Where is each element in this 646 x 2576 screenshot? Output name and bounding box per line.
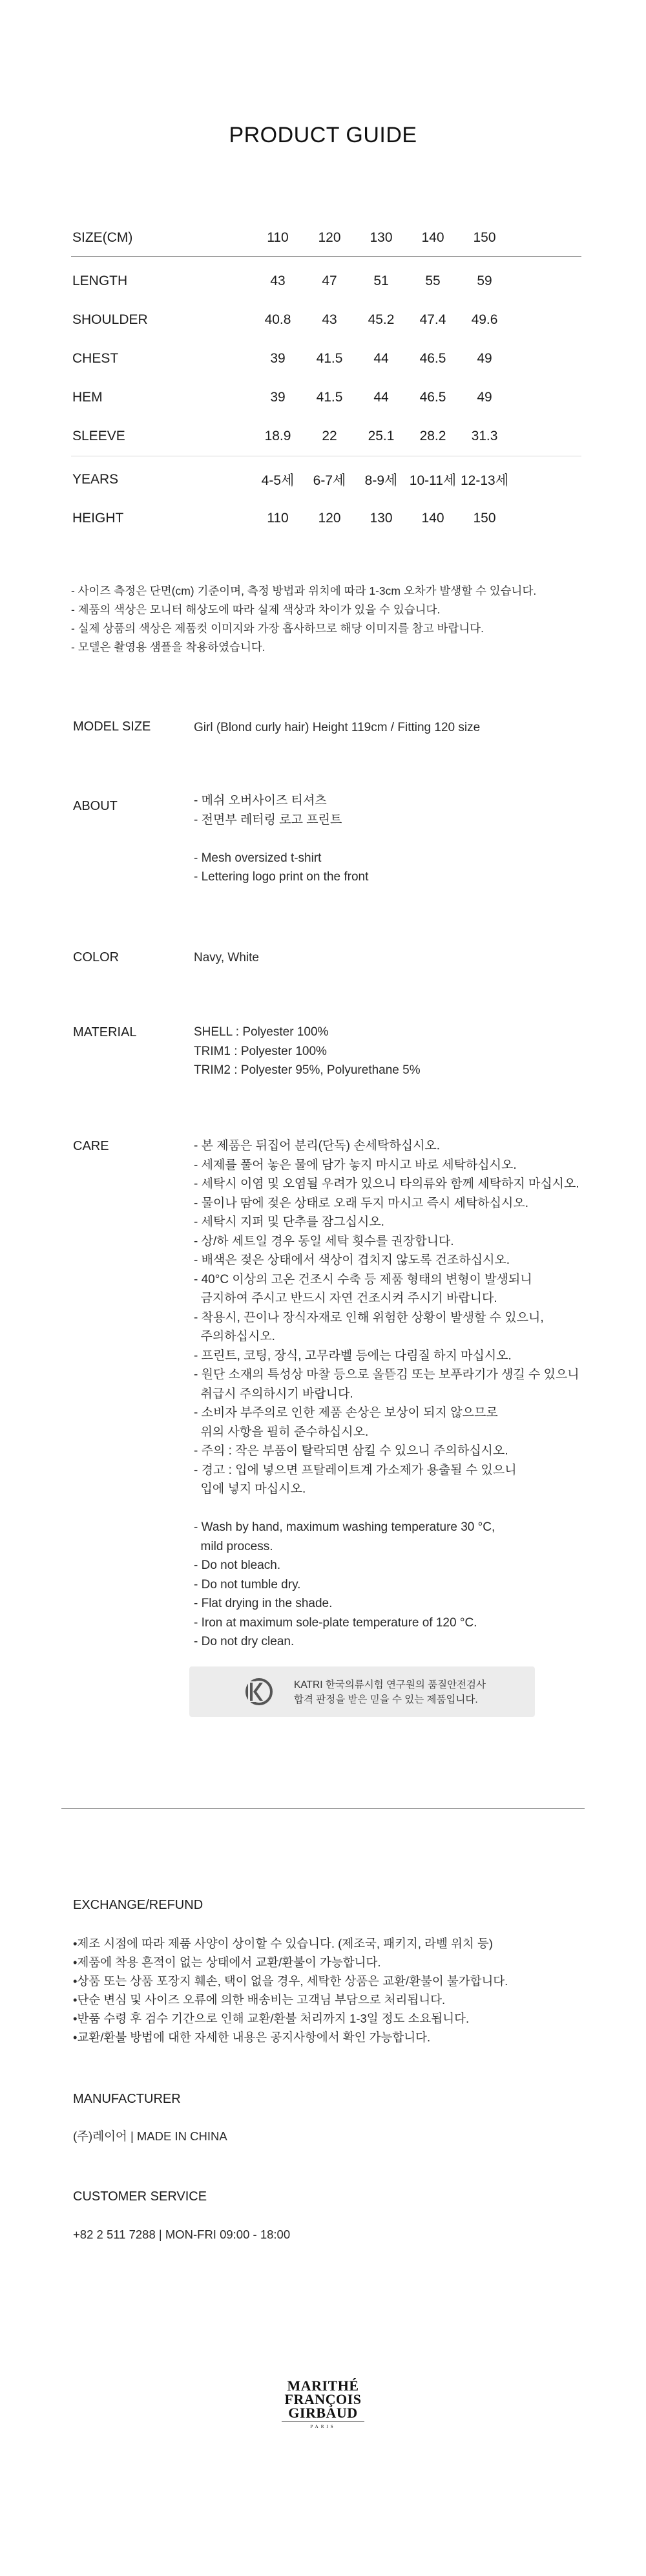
- text-line: - 소비자 부주의로 인한 제품 손상은 보상이 되지 않으므로: [194, 1406, 498, 1420]
- size-notes: [71, 582, 536, 657]
- table-row: [71, 378, 581, 417]
- table-cell: 41.5: [316, 351, 343, 366]
- text-line: •교환/환불 방법에 대한 자세한 내용은 공지사항에서 확인 가능합니다.: [73, 2030, 431, 2044]
- table-cell: 18.9: [264, 429, 291, 443]
- text-line: [194, 1499, 579, 1518]
- about-body: [194, 791, 368, 887]
- table-cell: 120: [318, 511, 341, 526]
- table-cell: 46.5: [419, 351, 446, 366]
- table-cell: 25.1: [368, 429, 395, 443]
- text-line: - 원단 소재의 특성상 마찰 등으로 올뜯김 또는 보푸라기가 생길 수 있으니: [194, 1368, 579, 1381]
- text-line: 위의 사항을 필히 준수하십시오.: [194, 1425, 369, 1439]
- table-cell: 46.5: [419, 390, 446, 405]
- customer-service-value: +82 2 511 7288 | MON-FRI 09:00 - 18:00: [73, 2228, 291, 2241]
- size-table: [71, 220, 581, 538]
- model-size-body: [194, 718, 480, 738]
- text-line: 주의하십시오.: [194, 1330, 275, 1343]
- text-line: •반품 수령 후 검수 기간으로 인해 교환/환불 처리까지 1-3일 정도 소요됩니다.: [73, 2012, 470, 2025]
- table-cell: 47.4: [419, 312, 446, 327]
- text-line: - Iron at maximum sole-plate temperature of 120 °C.: [194, 1615, 477, 1630]
- text-line: TRIM2 : Polyester 95%, Polyurethane 5%: [194, 1063, 421, 1077]
- certification-text: [294, 1677, 486, 1707]
- text-line: - 배색은 젖은 상태에서 색상이 겹치지 않도록 건조하십시오.: [194, 1253, 510, 1267]
- table-cell: 4-5세: [261, 473, 295, 488]
- manufacturer-value: (주)레이어 | MADE IN CHINA: [73, 2129, 227, 2143]
- table-cell: 59: [477, 273, 492, 288]
- color-body: [194, 948, 259, 968]
- text-line: - Wash by hand, maximum washing temperature 30 °C,: [194, 1520, 495, 1534]
- text-line: KATRI 한국의류시험 연구원의 품질안전검사: [294, 1679, 486, 1690]
- table-cell: 110: [267, 230, 289, 245]
- table-cell: 55: [425, 273, 441, 288]
- note-line: - 제품의 색상은 모니터 해상도에 따라 실제 색상과 차이가 있을 수 있습니다.: [71, 603, 441, 616]
- text-line: - 세탁시 이염 및 오염될 우려가 있으니 타의류와 함께 세탁하지 마십시오.: [194, 1177, 579, 1191]
- about-label: ABOUT: [73, 799, 118, 813]
- note-line: - 사이즈 측정은 단면(cm) 기준이며, 측정 방법과 위치에 따라 1-3cm 오차가 발생할 수 있습니다.: [71, 584, 537, 597]
- row-label: CHEST: [72, 351, 119, 366]
- material-label: MATERIAL: [73, 1025, 137, 1039]
- table-cell: 130: [370, 230, 393, 245]
- table-cell: 10-11세: [409, 473, 457, 488]
- table-cell: 140: [421, 230, 444, 245]
- table-cell: 44: [373, 390, 389, 405]
- table-cell: 130: [370, 511, 393, 526]
- text-line: - 전면부 레터링 로고 프린트: [194, 813, 342, 827]
- table-cell: 40.8: [264, 312, 291, 327]
- text-line: - 착용시, 끈이나 장식자재로 인해 위험한 상황이 발생할 수 있으니,: [194, 1310, 544, 1325]
- text-line: •제조 시점에 따라 제품 사양이 상이할 수 있습니다. (제조국, 패키지, 라벨 위치 등): [73, 1937, 493, 1950]
- text-line: 합격 판정을 받은 믿을 수 있는 제품입니다.: [294, 1694, 478, 1705]
- text-line: •제품에 착용 흔적이 없는 상태에서 교환/환불이 가능합니다.: [73, 1955, 381, 1969]
- table-cell: 45.2: [368, 312, 395, 327]
- table-row: [71, 417, 581, 456]
- text-line: •상품 또는 상품 포장지 훼손, 택이 없을 경우, 세탁한 상품은 교환/환불이 불가합니다.: [73, 1974, 508, 1988]
- row-label: HEIGHT: [72, 511, 124, 526]
- brand-line: GIRBAUD: [288, 2405, 358, 2421]
- brand-line: FRANÇOIS: [284, 2391, 362, 2407]
- text-line: 금지하여 주시고 반드시 자연 건조시켜 주시기 바랍니다.: [194, 1292, 497, 1305]
- text-line: - 세제를 풀어 놓은 물에 담가 놓지 마시고 바로 세탁하십시오.: [194, 1158, 517, 1172]
- table-cell: 51: [373, 273, 389, 288]
- table-cell: 12-13세: [461, 473, 508, 488]
- text-line: - 세탁시 지퍼 및 단추를 잠그십시오.: [194, 1215, 384, 1229]
- brand-line: MARITHÉ: [287, 2378, 359, 2394]
- text-line: •단순 변심 및 사이즈 오류에 의한 배송비는 고객님 부담으로 처리됩니다.: [73, 1993, 446, 2007]
- table-cell: 22: [322, 429, 337, 443]
- manufacturer-label: MANUFACTURER: [73, 2092, 181, 2106]
- model-size-label: MODEL SIZE: [73, 719, 151, 734]
- table-row-years: [71, 460, 581, 499]
- text-line: - Lettering logo print on the front: [194, 870, 369, 884]
- text-line: - Do not bleach.: [194, 1559, 281, 1572]
- text-line: SHELL : Polyester 100%: [194, 1025, 329, 1039]
- row-label: SIZE(CM): [72, 230, 133, 245]
- row-label: SLEEVE: [72, 429, 125, 443]
- page-title: PRODUCT GUIDE: [229, 123, 417, 147]
- exchange-refund-label: EXCHANGE/REFUND: [73, 1898, 203, 1912]
- row-label: SHOULDER: [72, 312, 148, 327]
- text-line: - 메쉬 오버사이즈 티셔츠: [194, 794, 327, 807]
- table-row: [71, 262, 581, 301]
- table-cell: 49: [477, 390, 492, 405]
- table-cell: 110: [267, 511, 289, 526]
- row-label: LENGTH: [72, 273, 128, 288]
- table-cell: 120: [318, 230, 341, 245]
- text-line: 취급시 주의하시기 바랍니다.: [194, 1387, 353, 1401]
- text-line: - Mesh oversized t-shirt: [194, 851, 322, 865]
- text-line: [194, 829, 368, 849]
- brand-subtitle: PARIS: [310, 2424, 336, 2429]
- table-cell: 140: [421, 511, 444, 526]
- brand-logo: [275, 2379, 371, 2437]
- table-cell: 49.6: [471, 312, 498, 327]
- text-line: Navy, White: [194, 951, 260, 964]
- table-row: [71, 339, 581, 378]
- table-cell: 150: [473, 511, 496, 526]
- table-row: [71, 301, 581, 339]
- text-line: - 주의 : 작은 부품이 탈락되면 삼킬 수 있으니 주의하십시오.: [194, 1444, 508, 1458]
- text-line: TRIM1 : Polyester 100%: [194, 1044, 327, 1058]
- table-row-height: [71, 499, 581, 538]
- text-line: - Flat drying in the shade.: [194, 1597, 333, 1610]
- text-line: - Do not tumble dry.: [194, 1577, 301, 1591]
- table-header-row: [71, 220, 581, 257]
- table-cell: 47: [322, 273, 337, 288]
- row-label: HEM: [72, 390, 103, 405]
- care-label: CARE: [73, 1139, 109, 1153]
- table-cell: 43: [270, 273, 286, 288]
- text-line: mild process.: [194, 1539, 273, 1553]
- table-cell: 8-9세: [364, 473, 398, 488]
- care-body: [194, 1136, 579, 1652]
- kc-mark-icon: [244, 1676, 274, 1707]
- table-cell: 6-7세: [313, 473, 346, 488]
- table-cell: 150: [473, 230, 496, 245]
- text-line: Girl (Blond curly hair) Height 119cm / Fitting 120 size: [194, 721, 481, 734]
- row-label: YEARS: [72, 472, 119, 487]
- table-cell: 41.5: [316, 390, 343, 405]
- table-cell: 39: [270, 390, 286, 405]
- text-line: - 본 제품은 뒤집어 분리(단독) 손세탁하십시오.: [194, 1139, 441, 1153]
- table-cell: 44: [373, 351, 389, 366]
- text-line: - Do not dry clean.: [194, 1635, 295, 1648]
- text-line: - 경고 : 입에 넣으면 프탈레이트계 가소제가 용출될 수 있으니: [194, 1463, 517, 1477]
- material-body: [194, 1023, 421, 1080]
- table-cell: 28.2: [419, 429, 446, 443]
- table-cell: 39: [270, 351, 286, 366]
- section-divider: [61, 1808, 585, 1809]
- note-line: - 실제 상품의 색상은 제품컷 이미지와 가장 흡사하므로 해당 이미지를 참고 바랍니다.: [71, 622, 484, 635]
- table-cell: 43: [322, 312, 337, 327]
- color-label: COLOR: [73, 950, 120, 964]
- certification-box: [189, 1666, 535, 1717]
- note-line: - 모델은 촬영용 샘플을 착용하였습니다.: [71, 641, 266, 654]
- table-cell: 31.3: [471, 429, 498, 443]
- text-line: 입에 넣지 마십시오.: [194, 1482, 306, 1496]
- text-line: - 물이나 땀에 젖은 상태로 오래 두지 마시고 즉시 세탁하십시오.: [194, 1196, 528, 1210]
- text-line: - 상/하 세트일 경우 동일 세탁 횟수를 권장합니다.: [194, 1234, 454, 1248]
- text-line: - 프린트, 코팅, 장식, 고무라벨 등에는 다림질 하지 마십시오.: [194, 1348, 512, 1363]
- text-line: - 40°C 이상의 고온 건조시 수축 등 제품 형태의 변형이 발생되니: [194, 1272, 532, 1286]
- customer-service-label: CUSTOMER SERVICE: [73, 2189, 207, 2204]
- table-cell: 49: [477, 351, 492, 366]
- exchange-refund-list: [73, 1934, 508, 2047]
